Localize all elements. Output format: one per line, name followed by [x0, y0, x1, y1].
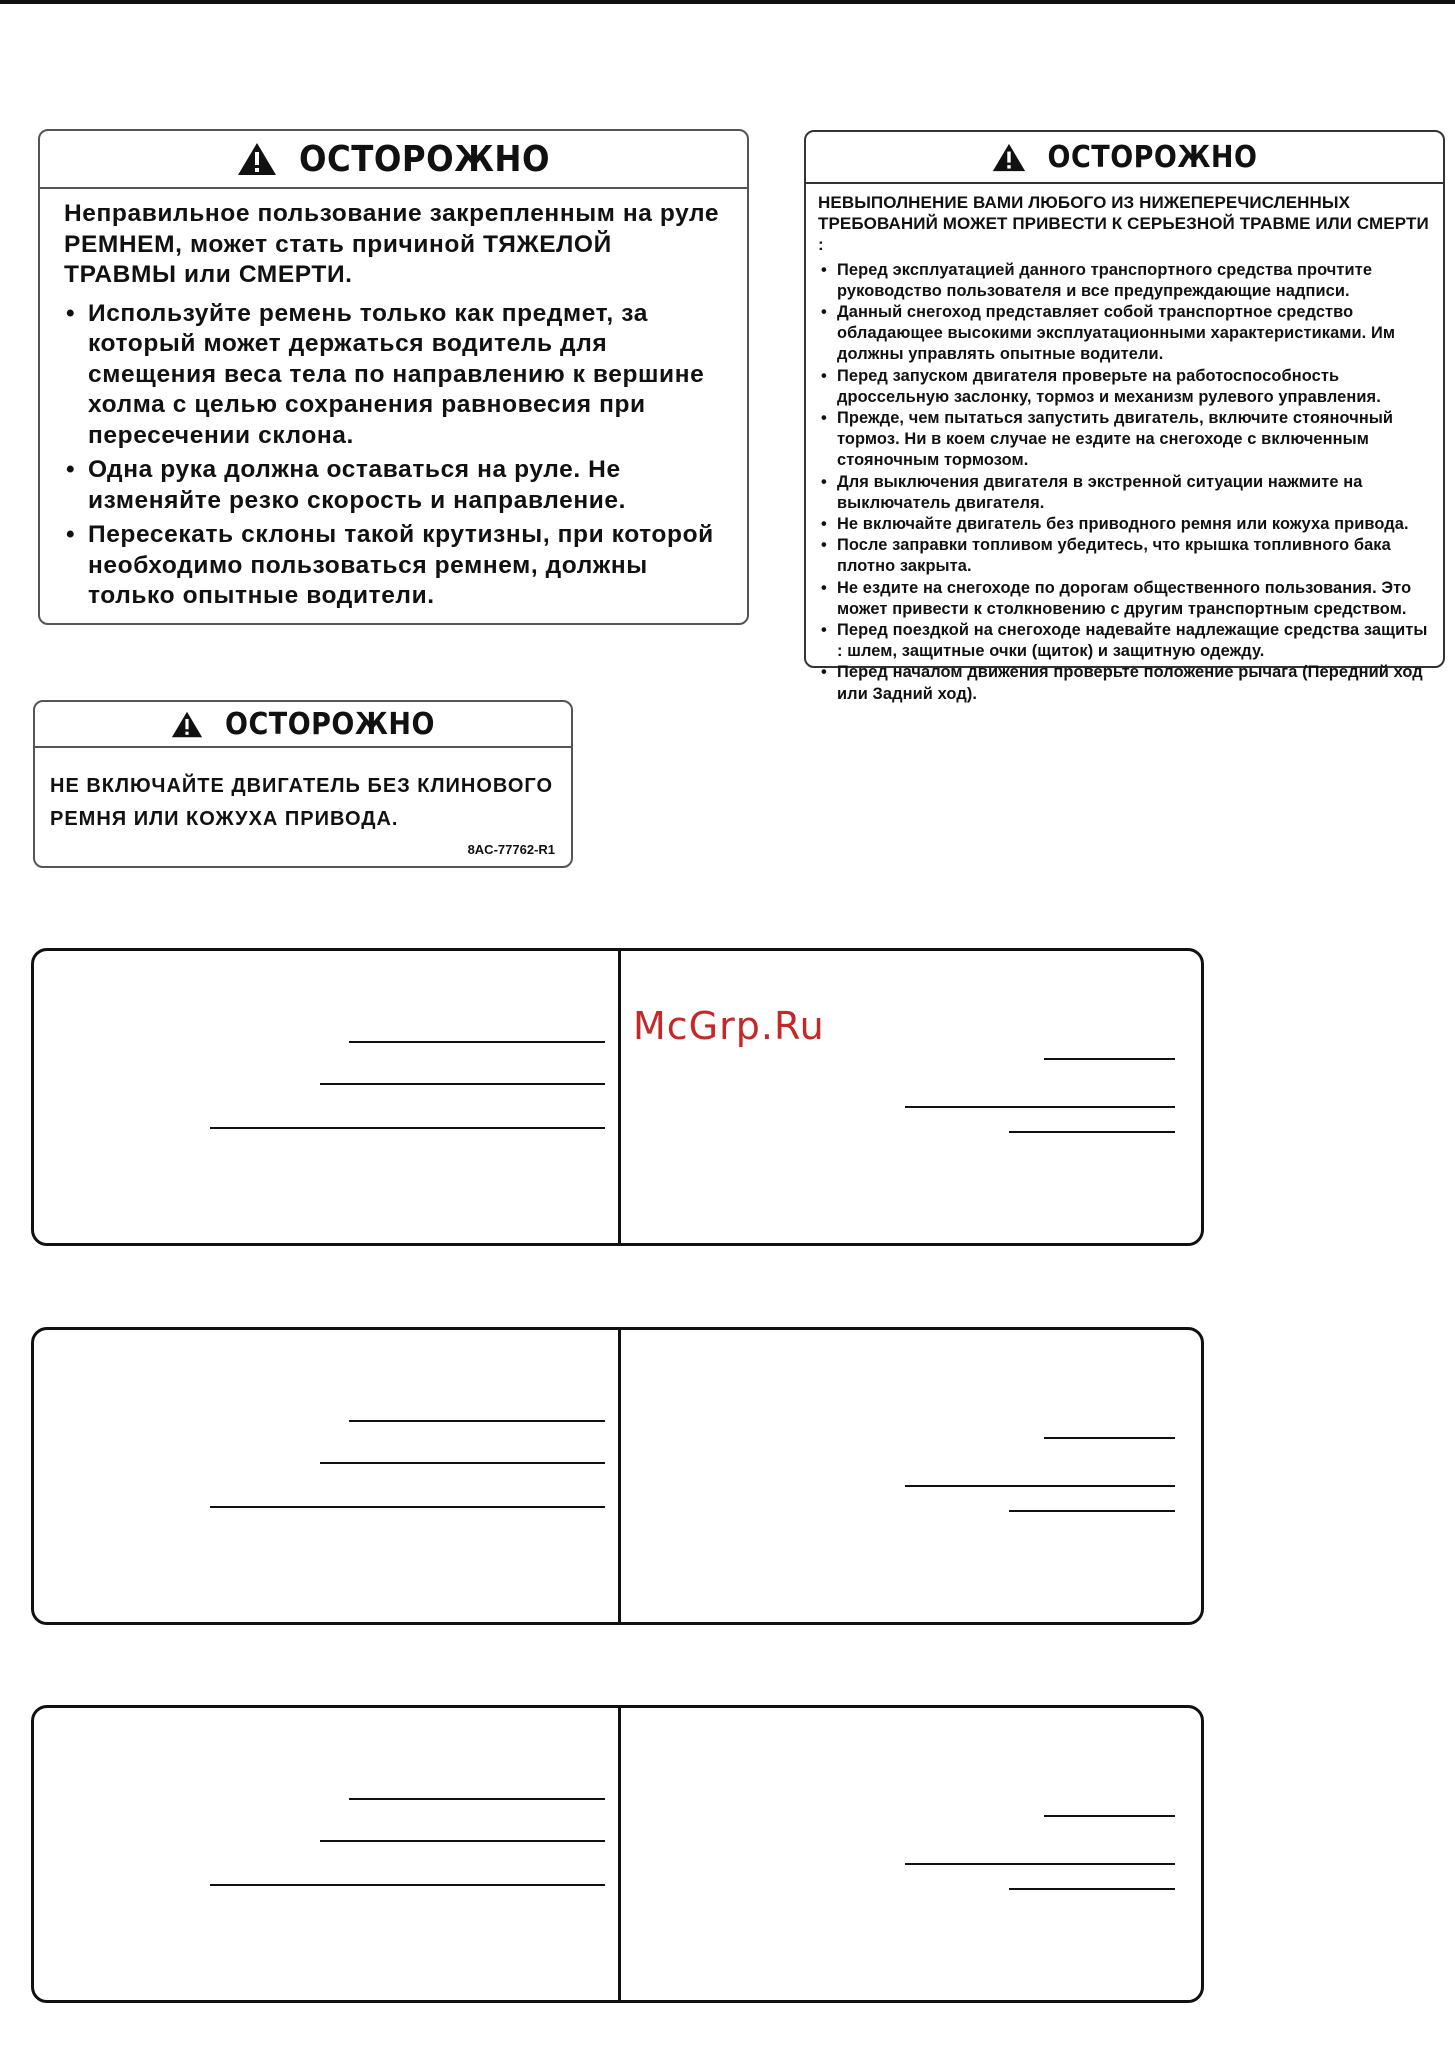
blank-form-box — [31, 1327, 1204, 1625]
blank-line — [905, 1106, 1175, 1108]
label-intro: НЕВЫПОЛНЕНИЕ ВАМИ ЛЮБОГО ИЗ НИЖЕПЕРЕЧИСЛЕННЫХ ТРЕБОВАНИЙ МОЖЕТ ПРИВЕСТИ К СЕРЬЕЗНОЙ ТРАВМЕ ИЛИ СМЕРТИ : — [818, 193, 1429, 255]
blank-line — [1044, 1437, 1175, 1439]
warning-triangle-icon — [171, 711, 203, 738]
form-divider — [618, 1708, 621, 2000]
blank-line — [210, 1127, 605, 1129]
blank-line — [905, 1863, 1175, 1865]
blank-line — [349, 1041, 605, 1043]
warning-label-belt — [33, 700, 573, 868]
blank-line — [320, 1462, 605, 1464]
label-header — [806, 132, 1443, 184]
label-text-line: НЕ ВКЛЮЧАЙТЕ ДВИГАТЕЛЬ БЕЗ КЛИНОВОГО — [50, 775, 554, 797]
warning-triangle-icon — [992, 143, 1026, 172]
list-item: • После заправки топливом убедитесь, что крышка топливного бака плотно закрыта. — [818, 535, 1433, 577]
label-title: ОСТОРОЖНО — [1047, 139, 1258, 175]
blank-line — [349, 1798, 605, 1800]
blank-line — [1009, 1888, 1175, 1890]
list-item: • Перед эксплуатацией данного транспортного средства прочтите руководство пользователя и все предупреждающие надписи. — [818, 260, 1433, 302]
list-item: • Перед началом движения проверьте положение рычага (Передний ход или Задний ход). — [818, 662, 1433, 704]
form-divider — [618, 1330, 621, 1622]
label-list — [818, 260, 1433, 705]
blank-line — [1009, 1510, 1175, 1512]
label-header — [40, 131, 747, 189]
list-item: • Не ездите на снегоходе по дорогам общественного пользования. Это может привести к столкновению с другим транспортным средством. — [818, 578, 1433, 620]
warning-label-strap — [38, 129, 749, 625]
blank-line — [1009, 1131, 1175, 1133]
label-title: ОСТОРОЖНО — [299, 138, 550, 180]
label-intro: Неправильное пользование закрепленным на руле РЕМНЕМ, может стать причиной ТЯЖЕЛОЙ ТРАВМЫ или СМЕРТИ. — [64, 200, 720, 288]
blank-line — [320, 1083, 605, 1085]
blank-line — [320, 1840, 605, 1842]
watermark: McGrp.Ru — [633, 1004, 825, 1048]
blank-line — [349, 1420, 605, 1422]
blank-line — [210, 1884, 605, 1886]
list-item: • Данный снегоход представляет собой транспортное средство обладающее высокими эксплуатационными характеристиками. Им должны управлять опытные водители. — [818, 302, 1433, 366]
blank-form-box — [31, 948, 1204, 1246]
blank-line — [210, 1506, 605, 1508]
blank-line — [905, 1485, 1175, 1487]
label-header — [35, 702, 571, 748]
top-rule — [0, 0, 1455, 4]
form-divider — [618, 951, 621, 1243]
warning-triangle-icon — [237, 142, 277, 176]
blank-line — [1044, 1815, 1175, 1817]
part-number: 8AC-77762-R1 — [467, 842, 555, 857]
warning-label-general — [804, 130, 1445, 703]
label-list — [64, 299, 727, 612]
list-item: • Перед поездкой на снегоходе надевайте надлежащие средства защиты : шлем, защитные очки (щиток) и защитную одежду. — [818, 620, 1433, 662]
blank-form-box — [31, 1705, 1204, 2003]
list-item: • Не включайте двигатель без приводного ремня или кожуха привода. — [818, 514, 1433, 535]
list-item: • Одна рука должна оставаться на руле. Не изменяйте резко скорость и направление. — [64, 455, 727, 516]
list-item: • Для выключения двигателя в экстренной ситуации нажмите на выключатель двигателя. — [818, 472, 1433, 514]
blank-line — [1044, 1058, 1175, 1060]
list-item: • Перед запуском двигателя проверьте на работоспособность дроссельную заслонку, тормоз и механизм рулевого управления. — [818, 366, 1433, 408]
label-text-line: РЕМНЯ ИЛИ КОЖУХА ПРИВОДА. — [50, 808, 399, 830]
list-item: • Пересекать склоны такой крутизны, при которой необходимо пользоваться ремнем, должны только опытные водители. — [64, 520, 727, 612]
list-item: • Прежде, чем пытаться запустить двигатель, включите стояночный тормоз. Ни в коем случае не ездите на снегоходе с включенным стояночным тормозом. — [818, 408, 1433, 472]
list-item: • Используйте ремень только как предмет, за который может держаться водитель для смещения веса тела по направлению к вершине холма с целью сохранения равновесия при пересечении склона. — [64, 299, 727, 452]
label-title: ОСТОРОЖНО — [225, 706, 435, 742]
